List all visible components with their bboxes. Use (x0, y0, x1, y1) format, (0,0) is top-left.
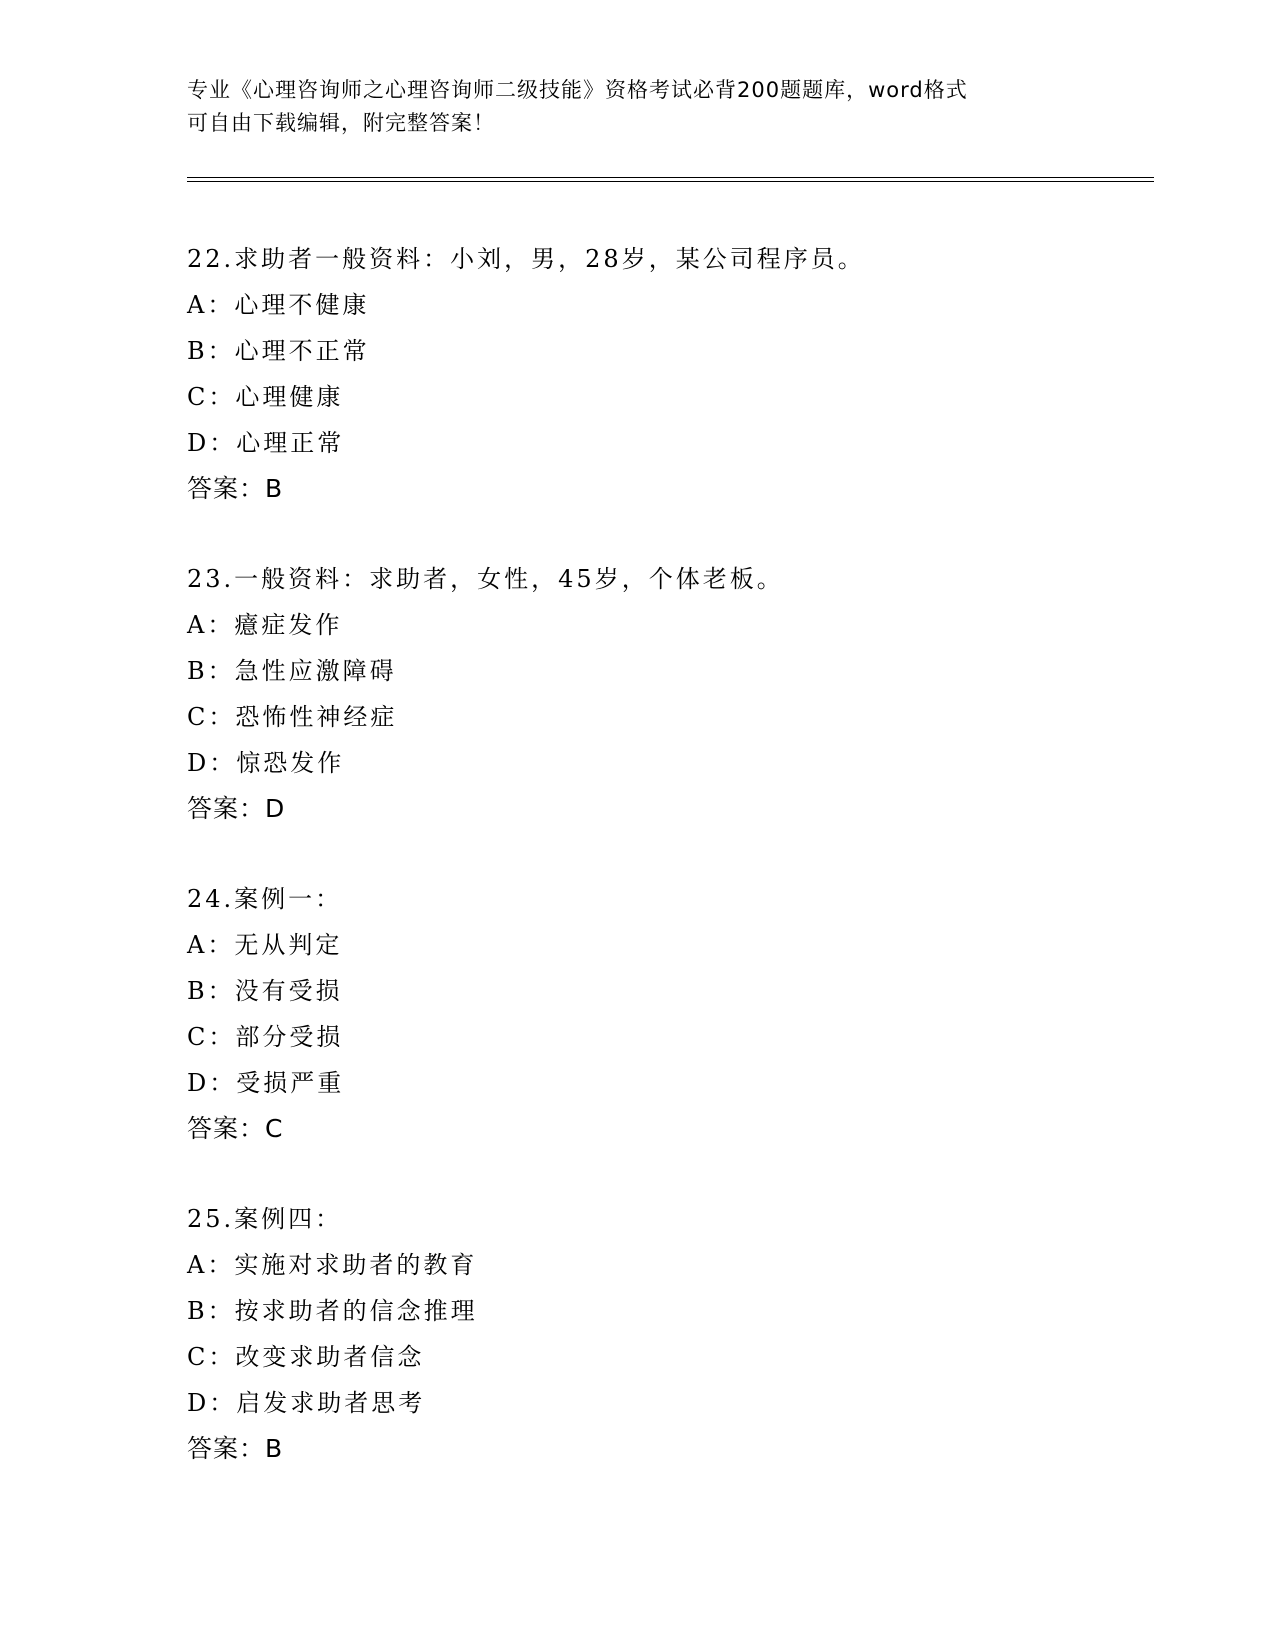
answer-line: 答案：B (187, 1434, 284, 1463)
option-c: C：部分受损 (187, 1023, 344, 1051)
question-stem: 24.案例一： (187, 885, 343, 913)
option-c: C：恐怖性神经症 (187, 703, 398, 731)
option-a: A：实施对求助者的教育 (187, 1251, 478, 1279)
header-divider-bottom (187, 181, 1154, 182)
question-stem: 25.案例四： (187, 1205, 343, 1233)
header-title-line-1: 专业《心理咨询师之心理咨询师二级技能》资格考试必背200题题库，word格式 (187, 78, 968, 102)
question-list (187, 236, 1147, 1516)
question-25 (187, 1196, 1147, 1516)
answer-line: 答案：D (187, 794, 286, 823)
header-divider-top (187, 177, 1154, 178)
option-d: D：启发求助者思考 (187, 1389, 426, 1417)
option-a: A：癔症发作 (187, 611, 343, 639)
question-stem: 23.一般资料：求助者，女性，45岁，个体老板。 (187, 565, 784, 593)
question-23 (187, 556, 1147, 876)
option-d: D：惊恐发作 (187, 749, 345, 777)
option-b: B：急性应激障碍 (187, 657, 397, 685)
question-stem: 22.求助者一般资料：小刘，男，28岁，某公司程序员。 (187, 245, 865, 273)
option-b: B：心理不正常 (187, 337, 370, 365)
header-title-line-2: 可自由下载编辑，附完整答案！ (187, 111, 495, 135)
option-b: B：没有受损 (187, 977, 343, 1005)
document-header (187, 74, 1087, 140)
option-c: C：改变求助者信念 (187, 1343, 425, 1371)
option-a: A：无从判定 (187, 931, 343, 959)
option-d: D：心理正常 (187, 429, 345, 457)
option-c: C：心理健康 (187, 383, 344, 411)
option-d: D：受损严重 (187, 1069, 345, 1097)
answer-line: 答案：C (187, 1114, 284, 1143)
option-a: A：心理不健康 (187, 291, 370, 319)
question-22 (187, 236, 1147, 556)
question-24 (187, 876, 1147, 1196)
answer-line: 答案：B (187, 474, 284, 503)
option-b: B：按求助者的信念推理 (187, 1297, 478, 1325)
